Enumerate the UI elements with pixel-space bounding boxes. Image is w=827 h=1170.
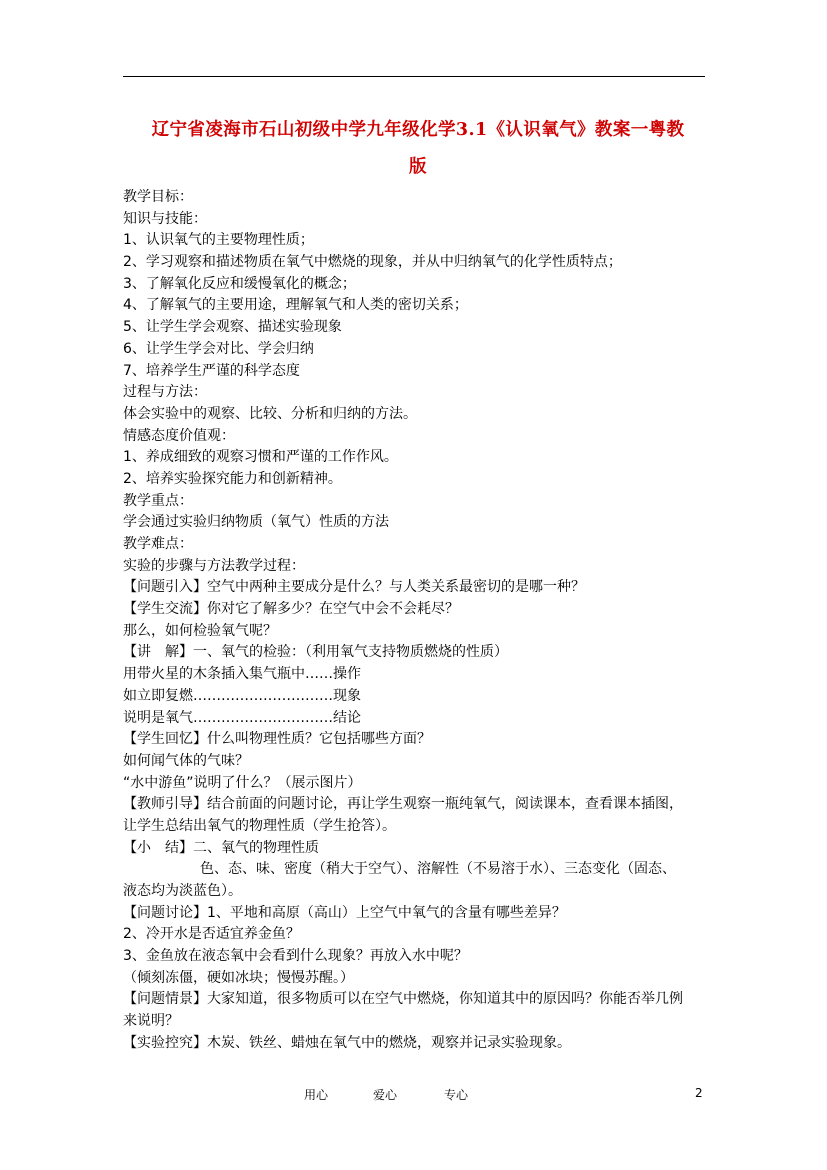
document-title-continued: 版 [409, 157, 427, 177]
text-line: 【小 结】二、氧气的物理性质 [123, 839, 319, 856]
text-line: 3、金鱼放在液态氧中会看到什么现象？再放入水中呢？ [123, 948, 468, 965]
text-line: 2、冷开水是否适宜养金鱼？ [123, 926, 300, 943]
text-line: 【问题情景】大家知道，很多物质可以在空气中燃烧，你知道其中的原因吗？你能否举几例 [123, 991, 683, 1008]
text-line: 【问题讨论】1、平地和高原（高山）上空气中氧气的含量有哪些差异？ [123, 904, 566, 921]
text-line: 情感态度价值观： [123, 427, 235, 444]
text-line: 【问题引入】空气中两种主要成分是什么？与人类关系最密切的是哪一种？ [123, 579, 585, 596]
text-line: 4、了解氧气的主要用途，理解氧气和人类的密切关系； [123, 297, 468, 314]
text-line: 【学生回忆】什么叫物理性质？它包括哪些方面？ [123, 731, 431, 748]
text-line: 7、培养学生严谨的科学态度 [123, 362, 300, 379]
footer-label: 爱心 [373, 1088, 398, 1102]
page-number: 2 [695, 1086, 703, 1100]
text-line: （倾刻冻僵，硬如冰块；慢慢苏醒。） [123, 969, 354, 986]
text-line: 体会实验中的观察、比较、分析和归纳的方法。 [123, 405, 417, 422]
text-line: 教学目标： [123, 189, 193, 205]
text-line: 【学生交流】你对它了解多少？在空气中会不会耗尽？ [123, 601, 459, 618]
text-line: 实验的步骤与方法教学过程： [123, 557, 305, 574]
text-line: 【实验控究】木炭、铁丝、蜡烛在氧气中的燃烧，观察并记录实验现象。 [123, 1034, 571, 1051]
text-line: 1、养成细致的观察习惯和严谨的工作作风。 [123, 449, 398, 466]
text-line: 过程与方法： [123, 384, 207, 401]
text-line: 说明是氧气…………………………结论 [123, 709, 361, 726]
document-title: 辽宁省凌海市石山初级中学九年级化学3.1《认识氧气》教案一粤教 [151, 120, 685, 140]
footer-label: 专心 [444, 1088, 469, 1102]
text-line: 3、了解氧化反应和缓慢氧化的概念； [123, 275, 356, 292]
text-line: 教学难点： [123, 536, 193, 552]
text-line: 【讲 解】一、氧气的检验：（利用氧气支持物质燃烧的性质） [123, 644, 508, 661]
document-body [123, 187, 723, 1055]
text-line: 教学重点： [123, 492, 193, 509]
text-line: 学会通过实验归纳物质（氧气）性质的方法 [123, 514, 389, 531]
text-line: 5、让学生学会观察、描述实验现象 [123, 319, 342, 336]
text-line: 1、认识氧气的主要物理性质； [123, 232, 314, 249]
text-line: 色、态、味、密度（稍大于空气）、溶解性（不易溶于水）、三态变化（固态、 [200, 861, 676, 878]
text-line: 2、学习观察和描述物质在氧气中燃烧的现象，并从中归纳氧气的化学性质特点； [123, 254, 622, 271]
header-rule [123, 76, 705, 77]
text-line: 如何闻气体的气味？ [123, 752, 249, 769]
text-line: 如立即复燃…………………………现象 [123, 687, 361, 704]
footer-label: 用心 [304, 1088, 329, 1102]
text-line: 知识与技能： [123, 210, 207, 227]
text-line: 2、培养实验探究能力和创新精神。 [123, 470, 342, 487]
text-line: “水中游鱼”说明了什么？（展示图片） [123, 774, 362, 791]
text-line: 让学生总结出氧气的物理性质（学生抢答）。 [123, 817, 396, 834]
text-line: 来说明？ [123, 1013, 179, 1030]
text-line: 液态均为淡蓝色）。 [123, 883, 242, 899]
text-line: 【教师引导】结合前面的问题讨论，再让学生观察一瓶纯氧气，阅读课本，查看课本插图， [123, 796, 683, 813]
text-line: 用带火星的木条插入集气瓶中……操作 [123, 666, 361, 683]
text-line: 6、让学生学会对比、学会归纳 [123, 340, 314, 357]
text-line: 那么，如何检验氧气呢？ [123, 622, 277, 639]
